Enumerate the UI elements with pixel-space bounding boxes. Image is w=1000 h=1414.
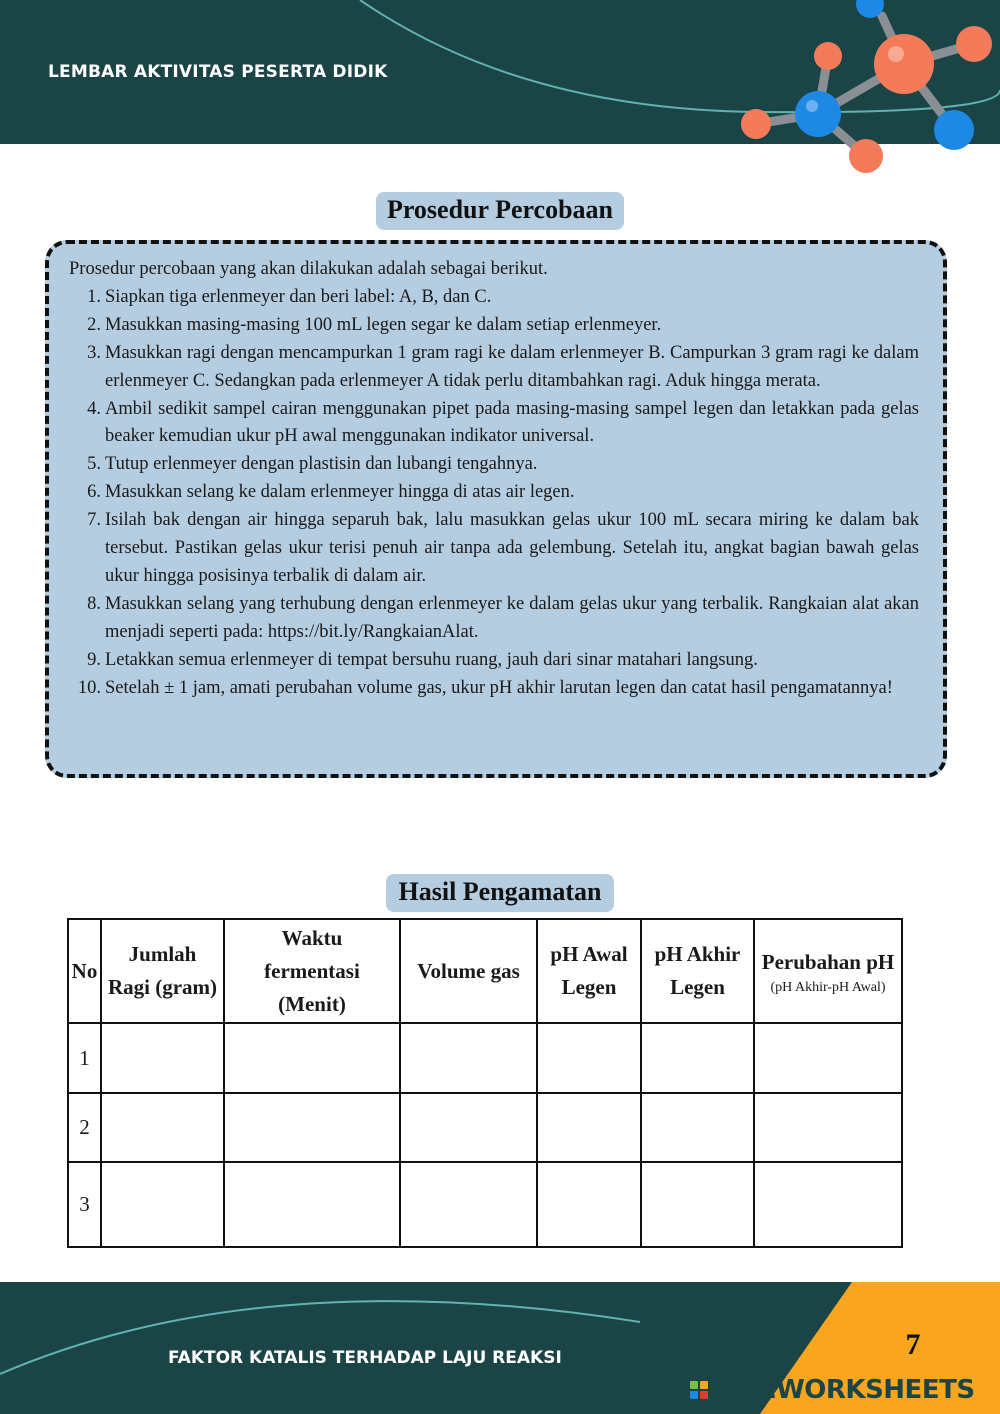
col-header-waktu: Waktu fermentasi (Menit) [224,919,400,1023]
procedure-steps [69,284,919,703]
table-cell[interactable] [641,1023,754,1093]
liveworksheets-icon [690,1381,708,1399]
table-cell[interactable] [641,1162,754,1247]
table-cell[interactable] [101,1162,224,1247]
table-header-row [68,919,902,1023]
page-number: 7 [905,1328,921,1361]
procedure-step: 3. Masukkan ragi dengan mencampurkan 1 gram ragi ke dalam erlenmeyer B. Campurkan 3 gram ragi ke dalam erlenmeyer C. Sedangkan pada erlenmeyer A tidak perlu ditambahkan ragi. Aduk hingga merata. [87,342,919,391]
procedure-box [45,240,947,778]
table-cell[interactable] [754,1162,902,1247]
table-row [68,1023,902,1093]
table-row [68,1162,902,1247]
liveworksheets-logo[interactable] [690,1374,975,1406]
observation-table [67,918,903,1248]
table-cell[interactable] [400,1162,537,1247]
footer-title: FAKTOR KATALIS TERHADAP LAJU REAKSI [168,1348,562,1368]
table-cell[interactable] [101,1093,224,1162]
row-number: 1 [68,1023,101,1093]
procedure-step: 8. Masukkan selang yang terhubung dengan erlenmeyer ke dalam gelas ukur yang terbalik. Rangkaian alat akan menjadi seperti pada: https://bit.ly/RangkaianAlat. [87,593,919,642]
table-cell[interactable] [224,1093,400,1162]
col-header-ph-akhir: pH Akhir Legen [641,919,754,1023]
procedure-step: 9. Letakkan semua erlenmeyer di tempat bersuhu ruang, jauh dari sinar matahari langsung. [87,649,758,670]
table-cell[interactable] [537,1093,641,1162]
col-header-perubahan: Perubahan pH (pH Akhir-pH Awal) [754,919,902,1023]
procedure-step: 10. Setelah ± 1 jam, amati perubahan volume gas, ukur pH akhir larutan legen dan catat hasil pengamatannya! [77,677,893,698]
table-row [68,1093,902,1162]
col-header-ragi: Jumlah Ragi (gram) [101,919,224,1023]
table-cell[interactable] [537,1162,641,1247]
table-cell[interactable] [537,1023,641,1093]
col-header-ph-awal: pH Awal Legen [537,919,641,1023]
procedure-step: 1. Siapkan tiga erlenmeyer dan beri label: A, B, dan C. [87,286,492,307]
procedure-heading: Prosedur Percobaan [376,192,624,230]
table-cell[interactable] [101,1023,224,1093]
procedure-step: 6. Masukkan selang ke dalam erlenmeyer hingga di atas air legen. [87,482,575,503]
table-cell[interactable] [641,1093,754,1162]
header-title: LEMBAR AKTIVITAS PESERTA DIDIK [48,62,388,82]
procedure-step: 2. Masukkan masing-masing 100 mL legen segar ke dalam setiap erlenmeyer. [87,314,662,335]
col-header-volume: Volume gas [400,919,537,1023]
table-cell[interactable] [224,1162,400,1247]
liveworksheets-brand: LIVEWORKSHEETS [714,1375,975,1405]
procedure-step: 7. Isilah bak dengan air hingga separuh bak, lalu masukkan gelas ukur 100 mL secara miring ke dalam bak tersebut. Pastikan gelas ukur terisi penuh air tanpa ada gelembung. Setelah itu, angkat bagian bawah gelas ukur hingga posisinya terbalik di dalam air. [87,510,919,586]
procedure-step: 4. Ambil sedikit sampel cairan menggunakan pipet pada masing-masing sampel legen dan letakkan pada gelas beaker kemudian ukur pH awal menggunakan indikator universal. [87,398,919,447]
row-number: 2 [68,1093,101,1162]
table-cell[interactable] [400,1093,537,1162]
procedure-step: 5. Tutup erlenmeyer dengan plastisin dan lubangi tengahnya. [87,454,538,475]
procedure-intro: Prosedur percobaan yang akan dilakukan adalah sebagai berikut. [69,259,548,279]
row-number: 3 [68,1162,101,1247]
observation-heading: Hasil Pengamatan [386,874,614,912]
table-cell[interactable] [754,1093,902,1162]
col-header-no: No [68,919,101,1023]
table-cell[interactable] [400,1023,537,1093]
molecule-icon [720,0,1000,180]
table-cell[interactable] [224,1023,400,1093]
table-cell[interactable] [754,1023,902,1093]
